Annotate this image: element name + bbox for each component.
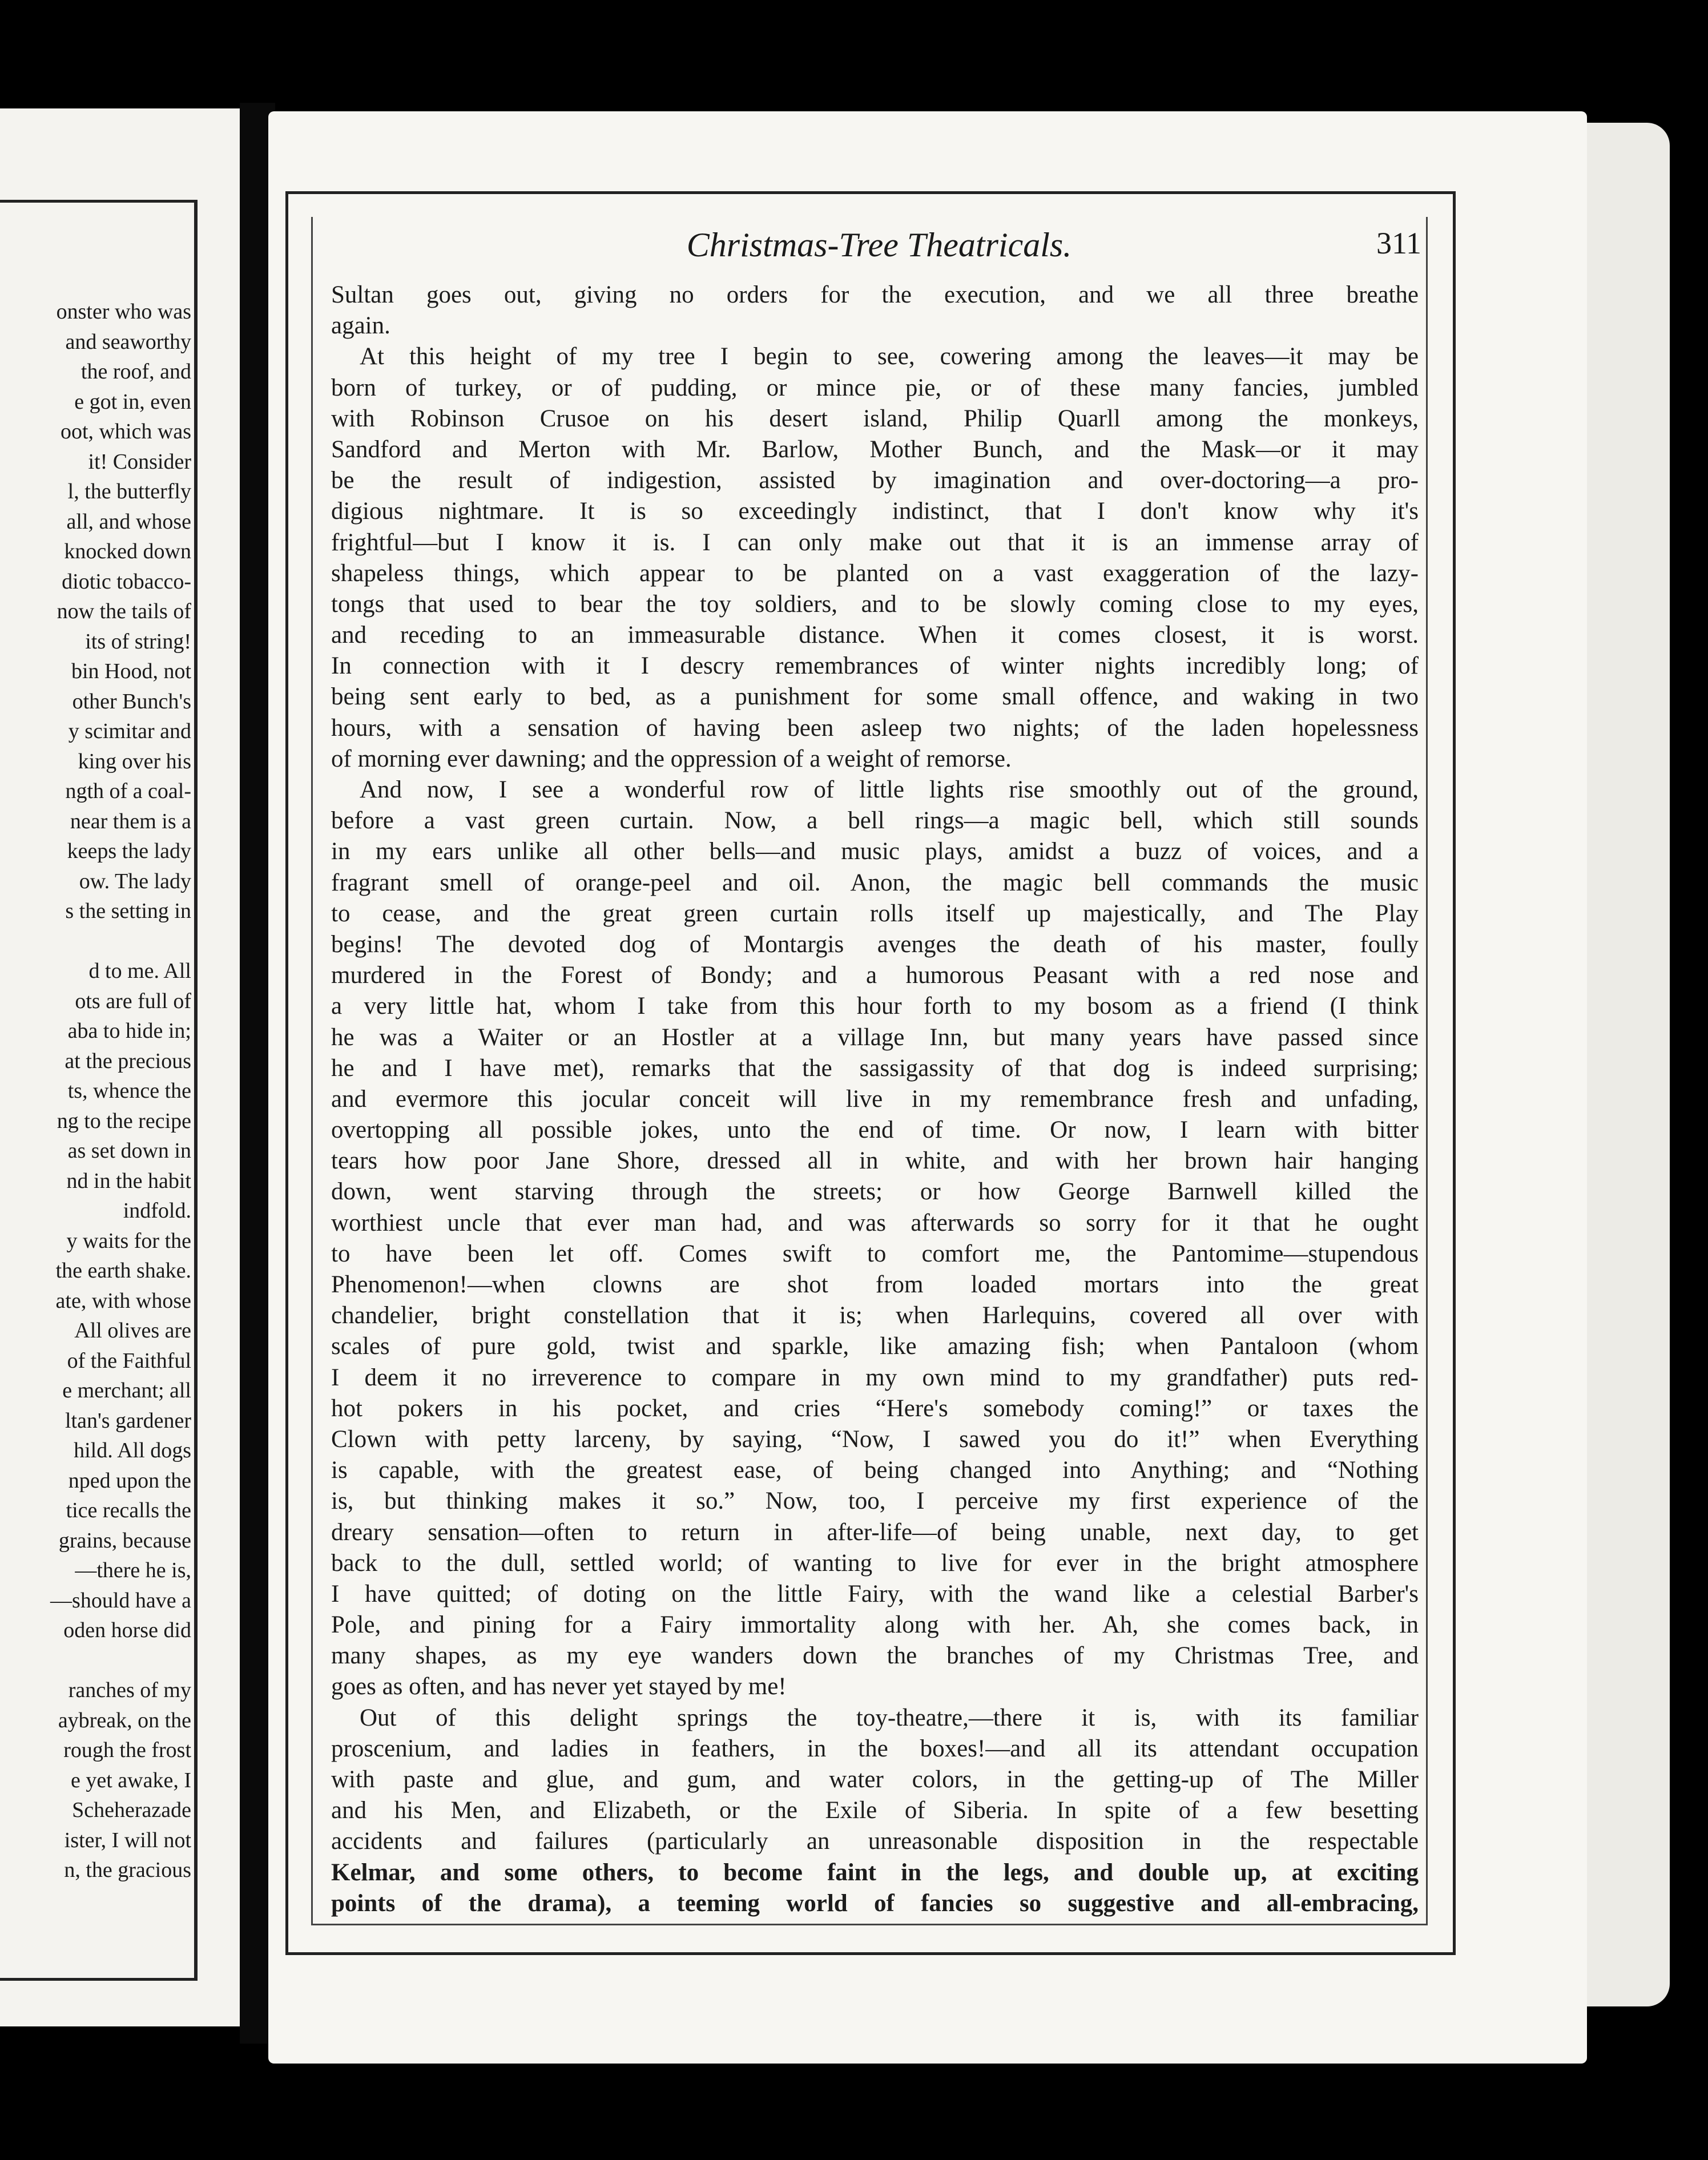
text-line: born of turkey, or of pudding, or mince pie, or of these many fancies, jumbled xyxy=(331,374,1419,401)
left-text-line: All olives are xyxy=(74,1319,191,1343)
text-line: In connection with it I descry remembrances of winter nights incredibly long; of xyxy=(331,652,1419,680)
left-text-line: n, the gracious xyxy=(64,1858,191,1882)
text-line: before a vast green curtain. Now, a bell rings—a magic bell, which still sounds xyxy=(331,807,1419,835)
left-page xyxy=(0,108,240,2026)
text-line: murdered in the Forest of Bondy; and a humorous Peasant with a red nose and xyxy=(331,962,1419,989)
text-line: back to the dull, settled world; of wanting to live for ever in the bright atmosphere xyxy=(331,1549,1419,1577)
left-text-line: ate, with whose xyxy=(55,1288,191,1313)
left-text-line: the roof, and xyxy=(80,360,191,384)
left-text-line: indfold. xyxy=(123,1199,191,1223)
left-text-line: its of string! xyxy=(85,629,191,654)
left-text-line: nped upon the xyxy=(68,1468,191,1493)
left-text-line: hild. All dogs xyxy=(74,1438,191,1462)
text-line: tongs that used to bear the toy soldiers, and to be slowly coming close to my eyes, xyxy=(331,590,1419,618)
left-text-line: ltan's gardener xyxy=(65,1408,191,1433)
text-line: Pole, and pining for a Fairy immortality along with her. Ah, she comes back, in xyxy=(331,1611,1419,1639)
left-text-line: y scimitar and xyxy=(68,719,191,743)
text-line: being sent early to bed, as a punishment for some small offence, and waking in two xyxy=(331,683,1419,711)
text-line: many shapes, as my eye wanders down the branches of my Christmas Tree, and xyxy=(331,1642,1419,1670)
left-text-line: ngth of a coal- xyxy=(65,779,191,803)
text-line: and evermore this jocular conceit will live in my remembrance fresh and unfading, xyxy=(331,1085,1419,1113)
text-line: worthiest uncle that ever man had, and was afterwards so sorry for it that he ought xyxy=(331,1209,1419,1236)
left-text-line: s the setting in xyxy=(65,899,191,923)
text-line: hot pokers in his pocket, and cries “Here's somebody coming!” or taxes the xyxy=(331,1395,1419,1422)
left-text-line: oot, which was xyxy=(60,420,191,444)
left-text-line: it! Consider xyxy=(88,449,191,474)
text-line: At this height of my tree I begin to see, cowering among the leaves—it may be xyxy=(360,343,1419,370)
text-line: I have quitted; of doting on the little Fairy, with the wand like a celestial Barber's xyxy=(331,1580,1419,1607)
text-line: Kelmar, and some others, to become faint in the legs, and double up, at exciting xyxy=(331,1859,1419,1886)
text-line: And now, I see a wonderful row of little lights rise smoothly out of the ground, xyxy=(360,776,1419,803)
left-text-line: grains, because xyxy=(58,1528,191,1553)
left-text-line: at the precious xyxy=(65,1049,191,1073)
text-line: dreary sensation—often to return in after-life—of being unable, next day, to get xyxy=(331,1518,1419,1546)
text-line: in my ears unlike all other bells—and music plays, amidst a buzz of voices, and a xyxy=(331,838,1419,865)
text-line: a very little hat, whom I take from this hour forth to my bosom as a friend (I think xyxy=(331,993,1419,1020)
text-line: Sandford and Merton with Mr. Barlow, Mother Bunch, and the Mask—or it may xyxy=(331,436,1419,463)
left-text-line: ranches of my xyxy=(68,1678,191,1702)
text-line: Sultan goes out, giving no orders for the execution, and we all three breathe xyxy=(331,281,1419,308)
left-text-line: diotic tobacco- xyxy=(62,569,191,594)
text-line: he was a Waiter or an Hostler at a village Inn, but many years have passed since xyxy=(331,1023,1419,1051)
text-line: digious nightmare. It is so exceedingly indistinct, that I don't know why it's xyxy=(331,498,1419,525)
text-line: accidents and failures (particularly an unreasonable disposition in the respectable xyxy=(331,1828,1419,1855)
left-text-line: Scheherazade xyxy=(72,1798,191,1822)
left-text-line xyxy=(0,926,191,957)
left-text-line: king over his xyxy=(78,749,191,773)
left-text-line: ow. The lady xyxy=(79,869,191,893)
text-line: overtopping all possible jokes, unto the end of time. Or now, I learn with bitter xyxy=(331,1117,1419,1144)
text-line: is, but thinking makes it so.” Now, too, I perceive my first experience of the xyxy=(331,1488,1419,1515)
left-text-line: oden horse did xyxy=(63,1618,191,1642)
text-line: shapeless things, which appear to be planted on a vast exaggeration of the lazy- xyxy=(331,559,1419,587)
left-text-line: nd in the habit xyxy=(66,1168,191,1193)
left-text-line: the earth shake. xyxy=(55,1259,191,1283)
body-text xyxy=(331,280,1419,1919)
left-text-line: rough the frost xyxy=(63,1738,191,1762)
left-text-line: e merchant; all xyxy=(62,1379,191,1403)
text-line: and his Men, and Elizabeth, or the Exile of Siberia. In spite of a few besetting xyxy=(331,1797,1419,1824)
text-line: I deem it no irreverence to compare in my own mind to my grandfather) puts red- xyxy=(331,1364,1419,1391)
left-text-line: near them is a xyxy=(70,809,191,833)
left-text-line: knocked down xyxy=(64,539,191,563)
left-text-line xyxy=(0,1646,191,1676)
text-line: goes as often, and has never yet stayed by me! xyxy=(331,1673,787,1700)
left-text-line: e yet awake, I xyxy=(71,1768,191,1792)
text-line: with Robinson Crusoe on his desert island, Philip Quarll among the monkeys, xyxy=(331,405,1419,432)
text-line: chandelier, bright constellation that it is; when Harlequins, covered all over with xyxy=(331,1302,1419,1329)
left-text-line: —there he is, xyxy=(75,1558,191,1582)
left-text-line: all, and whose xyxy=(66,509,191,534)
text-line: be the result of indigestion, assisted by imagination and over-doctoring—a pro- xyxy=(331,467,1419,494)
left-text-line: bin Hood, not xyxy=(71,659,191,683)
left-text-line: y waits for the xyxy=(66,1228,191,1253)
text-line: scales of pure gold, twist and sparkle, like amazing fish; when Pantaloon (whom xyxy=(331,1333,1419,1360)
left-text-line: other Bunch's xyxy=(72,689,191,714)
left-text-line: onster who was xyxy=(56,300,191,324)
text-line: points of the drama), a teeming world of fancies so suggestive and all-embracing, xyxy=(331,1889,1419,1917)
text-line: he and I have met), remarks that the sassigassity of that dog is indeed surprising; xyxy=(331,1054,1419,1082)
left-text-line: as set down in xyxy=(67,1139,191,1163)
text-line: begins! The devoted dog of Montargis avenges the death of his master, foully xyxy=(331,930,1419,958)
text-line: frightful—but I know it is. I can only make out that it is an immense array of xyxy=(331,529,1419,556)
running-title: Christmas-Tree Theatricals. xyxy=(686,226,1072,264)
text-line: of morning ever dawning; and the oppression of a weight of remorse. xyxy=(331,745,1012,772)
left-text-line: tice recalls the xyxy=(66,1498,191,1522)
left-text-line: aba to hide in; xyxy=(67,1019,191,1043)
text-line: down, went starving through the streets; or how George Barnwell killed the xyxy=(331,1178,1419,1206)
text-line: is capable, with the greatest ease, of being changed into Anything; and “Nothing xyxy=(331,1457,1419,1484)
text-line: Phenomenon!—when clowns are shot from loaded mortars into the great xyxy=(331,1271,1419,1298)
text-line: tears how poor Jane Shore, dressed all in white, and with her brown hair hanging xyxy=(331,1147,1419,1175)
left-text-line: keeps the lady xyxy=(67,839,191,863)
left-text-line: —should have a xyxy=(50,1588,191,1613)
left-text-line: and seaworthy xyxy=(65,329,191,354)
left-text-line: of the Faithful xyxy=(67,1348,191,1373)
text-line: fragrant smell of orange-peel and oil. Anon, the magic bell commands the music xyxy=(331,869,1419,896)
left-text-line: d to me. All xyxy=(88,959,191,983)
left-text-line: ng to the recipe xyxy=(57,1109,191,1133)
left-text-line: l, the butterfly xyxy=(67,479,191,503)
left-text-line: ots are full of xyxy=(75,989,191,1013)
text-line: hours, with a sensation of having been asleep two nights; of the laden hopelessness xyxy=(331,714,1419,742)
left-text-line: aybreak, on the xyxy=(58,1708,191,1732)
text-line: Clown with petty larceny, by saying, “Now, I sawed you do it!” when Everything xyxy=(331,1425,1419,1453)
left-text-line: now the tails of xyxy=(57,599,191,623)
left-page-text xyxy=(0,297,191,1885)
text-line: to cease, and the great green curtain rolls itself up majestically, and The Play xyxy=(331,900,1419,927)
text-line: to have been let off. Comes swift to comfort me, the Pantomime—stupendous xyxy=(331,1240,1419,1267)
text-line: proscenium, and ladies in feathers, in the boxes!—and all its attendant occupation xyxy=(331,1735,1419,1762)
page-number: 311 xyxy=(1376,226,1421,260)
text-line: with paste and glue, and gum, and water colors, in the getting-up of The Miller xyxy=(331,1766,1419,1793)
text-line: again. xyxy=(331,312,390,340)
text-line: and receding to an immeasurable distance. When it comes closest, it is worst. xyxy=(331,622,1419,649)
left-text-line: ister, I will not xyxy=(64,1828,191,1852)
left-text-line: e got in, even xyxy=(74,389,191,414)
left-text-line: ts, whence the xyxy=(67,1079,191,1103)
text-line: Out of this delight springs the toy-theatre,—there it is, with its familiar xyxy=(360,1704,1419,1731)
